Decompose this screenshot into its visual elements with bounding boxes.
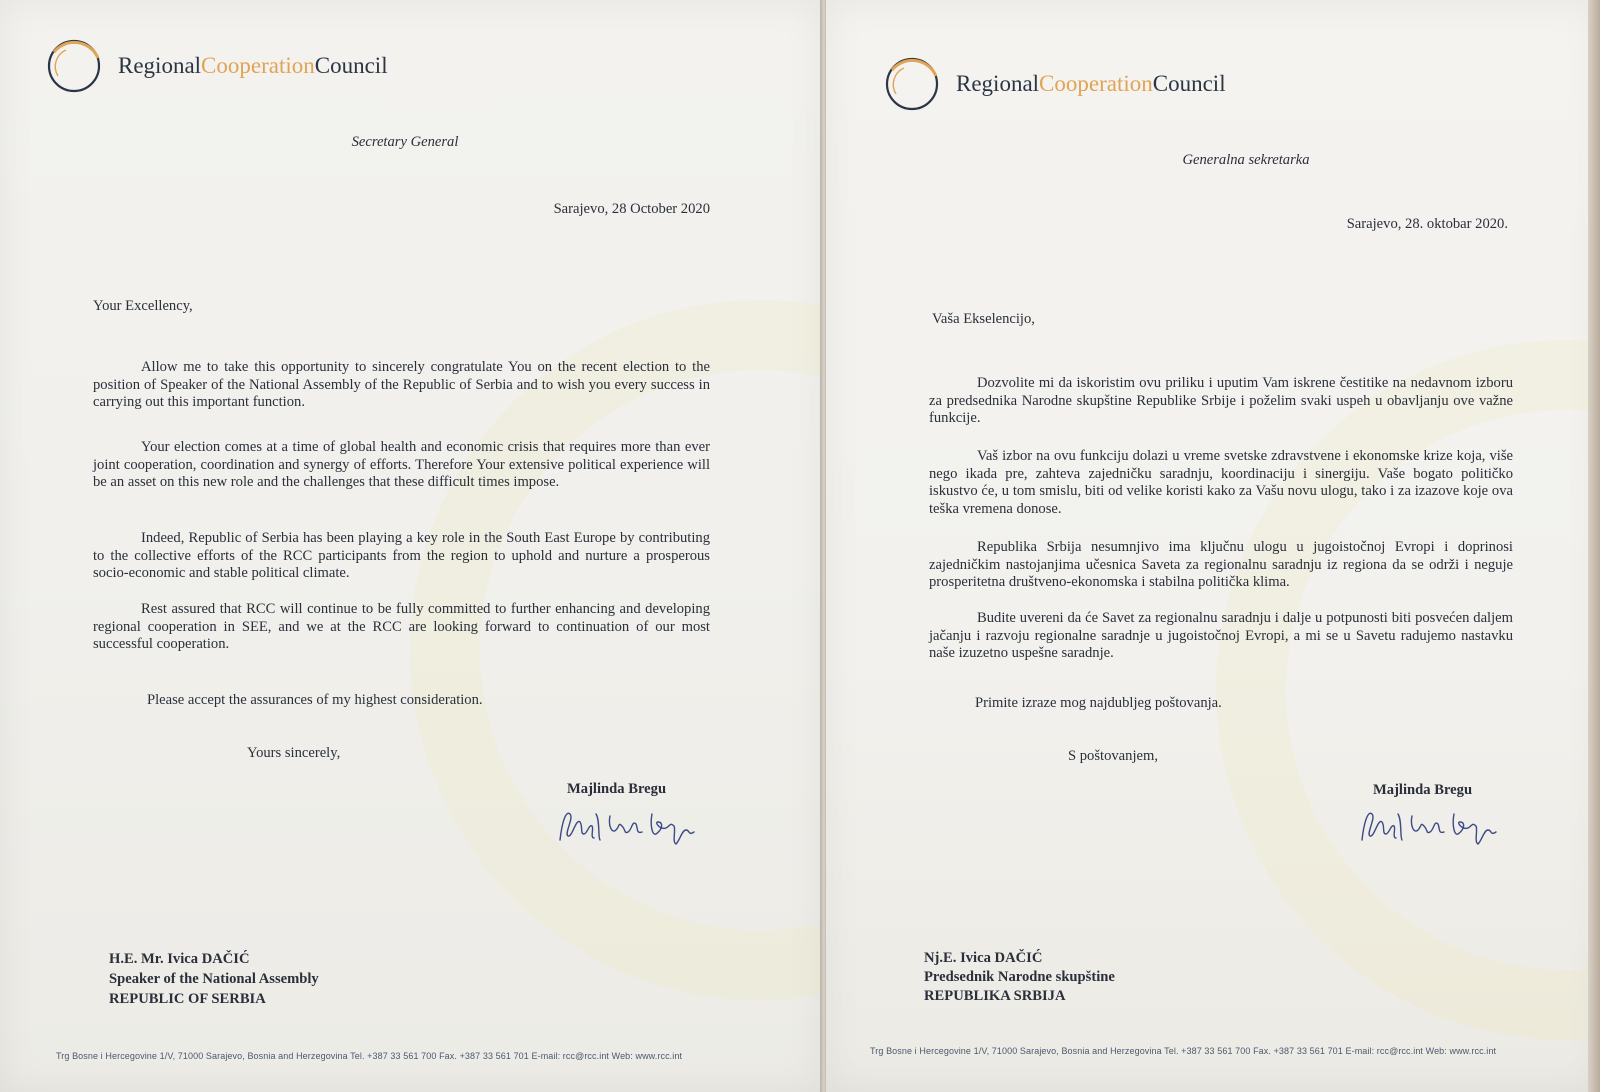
closing: Yours sincerely, xyxy=(247,745,341,761)
letter-page-serbian xyxy=(826,0,1600,1092)
letter-date: Sarajevo, 28. oktobar 2020. xyxy=(1346,216,1508,232)
recipient-country: REPUBLIC OF SERBIA xyxy=(109,991,266,1007)
paragraph-4: Budite uvereni da će Savet za regionalnu saradnju i dalje u potpunosti biti posvećen daljem jačanju i razvoju regionalne saradnje u jugoistočnoj Evropi, a mi se u Savetu radujemo nastavku naše izuzetno uspešne saradnje. xyxy=(929,610,1513,661)
recipient-name: Nj.E. Ivica DAČIĆ xyxy=(924,950,1043,966)
rcc-logo xyxy=(44,36,388,96)
letter-footer: Trg Bosne i Hercegovine 1/V, 71000 Sarajevo, Bosnia and Herzegovina Tel. +387 33 561 700 Fax. +387 33 561 701 E-mail: rcc@rcc.int Web: www.rcc.int xyxy=(870,1046,1497,1056)
rcc-logo-text: RegionalCooperationCouncil xyxy=(956,71,1226,96)
recipient-name: H.E. Mr. Ivica DAČIĆ xyxy=(109,951,250,967)
letter-title: Generalna sekretarka xyxy=(1182,152,1310,168)
letter-footer: Trg Bosne i Hercegovine 1/V, 71000 Sarajevo, Bosnia and Herzegovina Tel. +387 33 561 700 Fax. +387 33 561 701 E-mail: rcc@rcc.int Web: www.rcc.int xyxy=(56,1051,683,1061)
paragraph-2: Vaš izbor na ovu funkciju dolazi u vreme svetske zdravstvene i ekonomske krize koja, više nego ikada pre, zahteva zajedničku saradnju, koordinaciju i sinergiju. Vaše bogato političko iskustvo će, u tom smislu, biti od velike koristi kako za Vašu novu ulogu, tako i za izazove koje ova teška vremena donose. xyxy=(929,448,1513,517)
paragraph-4: Rest assured that RCC will continue to be fully committed to further enhancing and developing regional cooperation in SEE, and we at the RCC are looking forward to continuation of our most successful cooperation. xyxy=(93,601,710,652)
handwritten-signature xyxy=(1358,800,1508,850)
letter-date: Sarajevo, 28 October 2020 xyxy=(553,201,710,217)
paragraph-3: Republika Srbija nesumnjivo ima ključnu ulogu u jugoistočnoj Evropi i doprinosi zajedničkim nastojanjima učesnica Saveta za regionalnu saradnju iz regiona da se održi i neguje prosperitetna društveno-ekonomska i stabilna politička klima. xyxy=(929,539,1513,590)
closing: S poštovanjem, xyxy=(1068,748,1158,764)
recipient-title: Speaker of the National Assembly xyxy=(109,971,319,987)
salutation: Your Excellency, xyxy=(93,298,193,314)
rcc-logo xyxy=(882,54,1226,114)
signer-name: Majlinda Bregu xyxy=(567,781,667,797)
desk-edge xyxy=(1588,0,1600,1092)
closing-line: Primite izraze mog najdubljeg poštovanja. xyxy=(975,695,1222,711)
paragraph-2: Your election comes at a time of global health and economic crisis that requires more than ever joint cooperation, coordination and synergy of efforts. Therefore Your extensive political experience will be an asset on this new role and the challenges that these difficult times impose. xyxy=(93,439,710,490)
recipient-country: REPUBLIKA SRBIJA xyxy=(924,988,1066,1004)
rcc-logo-icon xyxy=(882,54,942,114)
salutation: Vaša Ekselencijo, xyxy=(932,311,1035,327)
paragraph-3: Indeed, Republic of Serbia has been playing a key role in the South East Europe by contributing to the collective efforts of the RCC participants from the region to uphold and nurture a prosperous socio-economic and stable political climate. xyxy=(93,530,710,581)
handwritten-signature xyxy=(556,800,706,850)
paragraph-1: Allow me to take this opportunity to sincerely congratulate You on the recent election to the position of Speaker of the National Assembly of the Republic of Serbia and to wish you every success in carrying out this important function. xyxy=(93,359,710,410)
letter-title: Secretary General xyxy=(351,134,459,150)
recipient-title: Predsednik Narodne skupštine xyxy=(924,969,1115,985)
signer-name: Majlinda Bregu xyxy=(1373,782,1473,798)
rcc-logo-text: RegionalCooperationCouncil xyxy=(118,53,388,78)
watermark-circle xyxy=(1216,340,1600,1040)
closing-line: Please accept the assurances of my highest consideration. xyxy=(147,692,483,708)
paragraph-1: Dozvolite mi da iskoristim ovu priliku i uputim Vam iskrene čestitike na nedavnom izboru za predsednika Narodne skupštine Republike Srbije i poželim svaki uspeh u obavljanju ove važne funkcije. xyxy=(929,375,1513,426)
rcc-logo-icon xyxy=(44,36,104,96)
